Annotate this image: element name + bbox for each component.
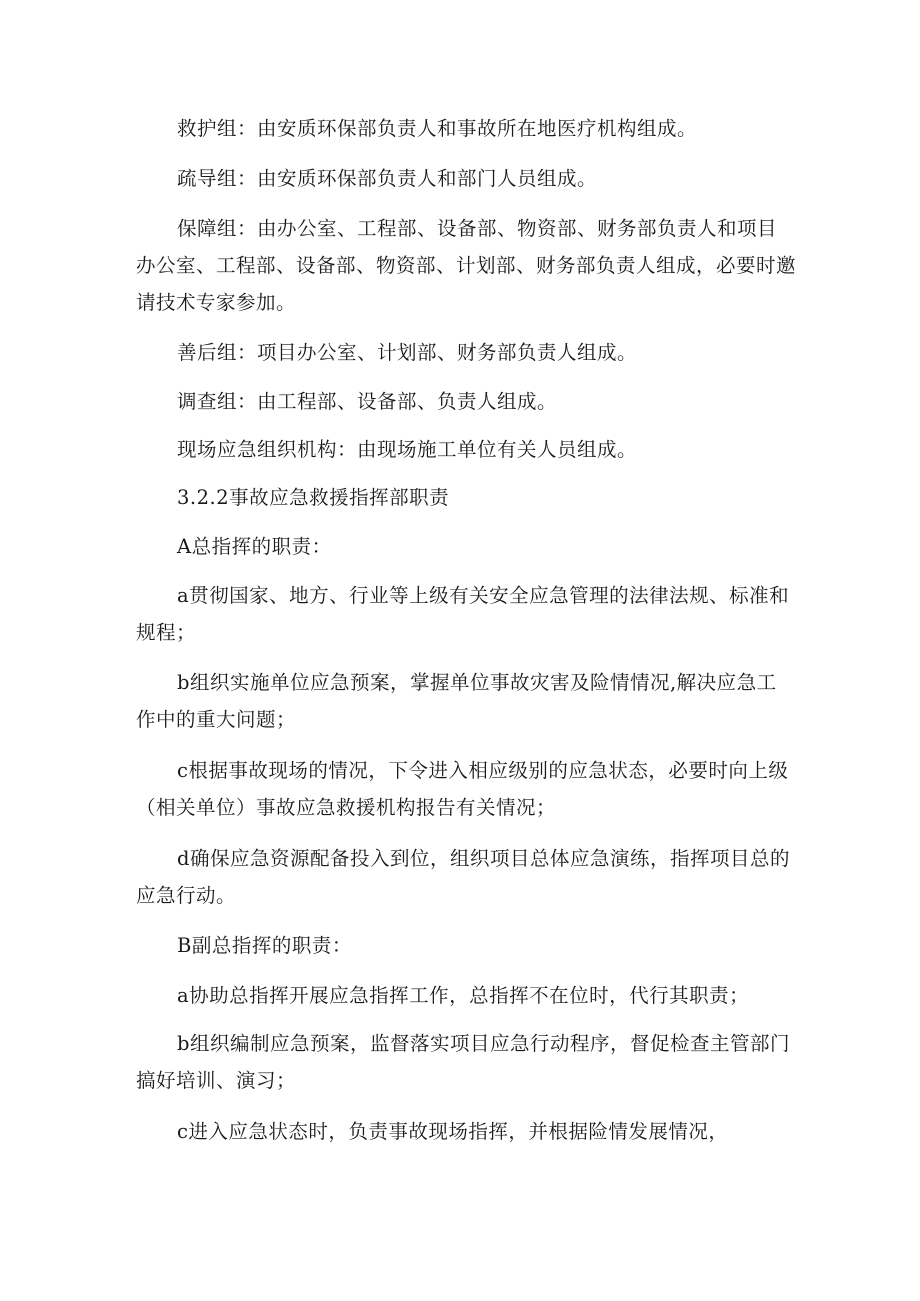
list-item-b-3: c进入应急状态时，负责事故现场指挥，并根据险情发展情况， bbox=[177, 1120, 729, 1143]
paragraph-rescue-group: 救护组：由安质环保部负责人和事故所在地医疗机构组成。 bbox=[177, 117, 698, 140]
list-item-a-4: d确保应急资源配备投入到位，组织项目总体应急演练，指挥项目总的应急行动。 bbox=[136, 847, 790, 907]
paragraph-onsite-organization: 现场应急组织机构：由现场施工单位有关人员组成。 bbox=[177, 438, 638, 461]
list-item-a-3: c根据事故现场的情况，下令进入相应级别的应急状态，必要时向上级（相关单位）事故应急救援机构报告有关情况； bbox=[136, 759, 789, 819]
list-item-a-1: a贯彻国家、地方、行业等上级有关安全应急管理的法律法规、标准和规程； bbox=[136, 584, 790, 644]
section-heading-3-2-2: 3.2.2事故应急救援指挥部职责 bbox=[177, 486, 450, 509]
subheading-b-deputy-duties: B副总指挥的职责： bbox=[177, 934, 352, 957]
subheading-a-commander-duties: A总指挥的职责： bbox=[177, 535, 332, 558]
paragraph-aftermath-group: 善后组：项目办公室、计划部、财务部负责人组成。 bbox=[177, 341, 638, 364]
paragraph-support-group: 保障组：由办公室、工程部、设备部、物资部、财务部负责人和项目办公室、工程部、设备部、物资部、计划部、财务部负责人组成，必要时邀请技术专家参加。 bbox=[136, 217, 797, 314]
paragraph-investigation-group: 调查组：由工程部、设备部、负责人组成。 bbox=[177, 390, 558, 413]
paragraph-evacuation-group: 疏导组：由安质环保部负责人和部门人员组成。 bbox=[177, 167, 598, 190]
list-item-b-2: b组织编制应急预案，监督落实项目应急行动程序，督促检查主管部门搞好培训、演习； bbox=[136, 1032, 790, 1092]
list-item-a-2: b组织实施单位应急预案，掌握单位事故灾害及险情情况,解决应急工作中的重大问题； bbox=[136, 671, 777, 731]
list-item-b-1: a协助总指挥开展应急指挥工作，总指挥不在位时，代行其职责； bbox=[177, 984, 750, 1007]
